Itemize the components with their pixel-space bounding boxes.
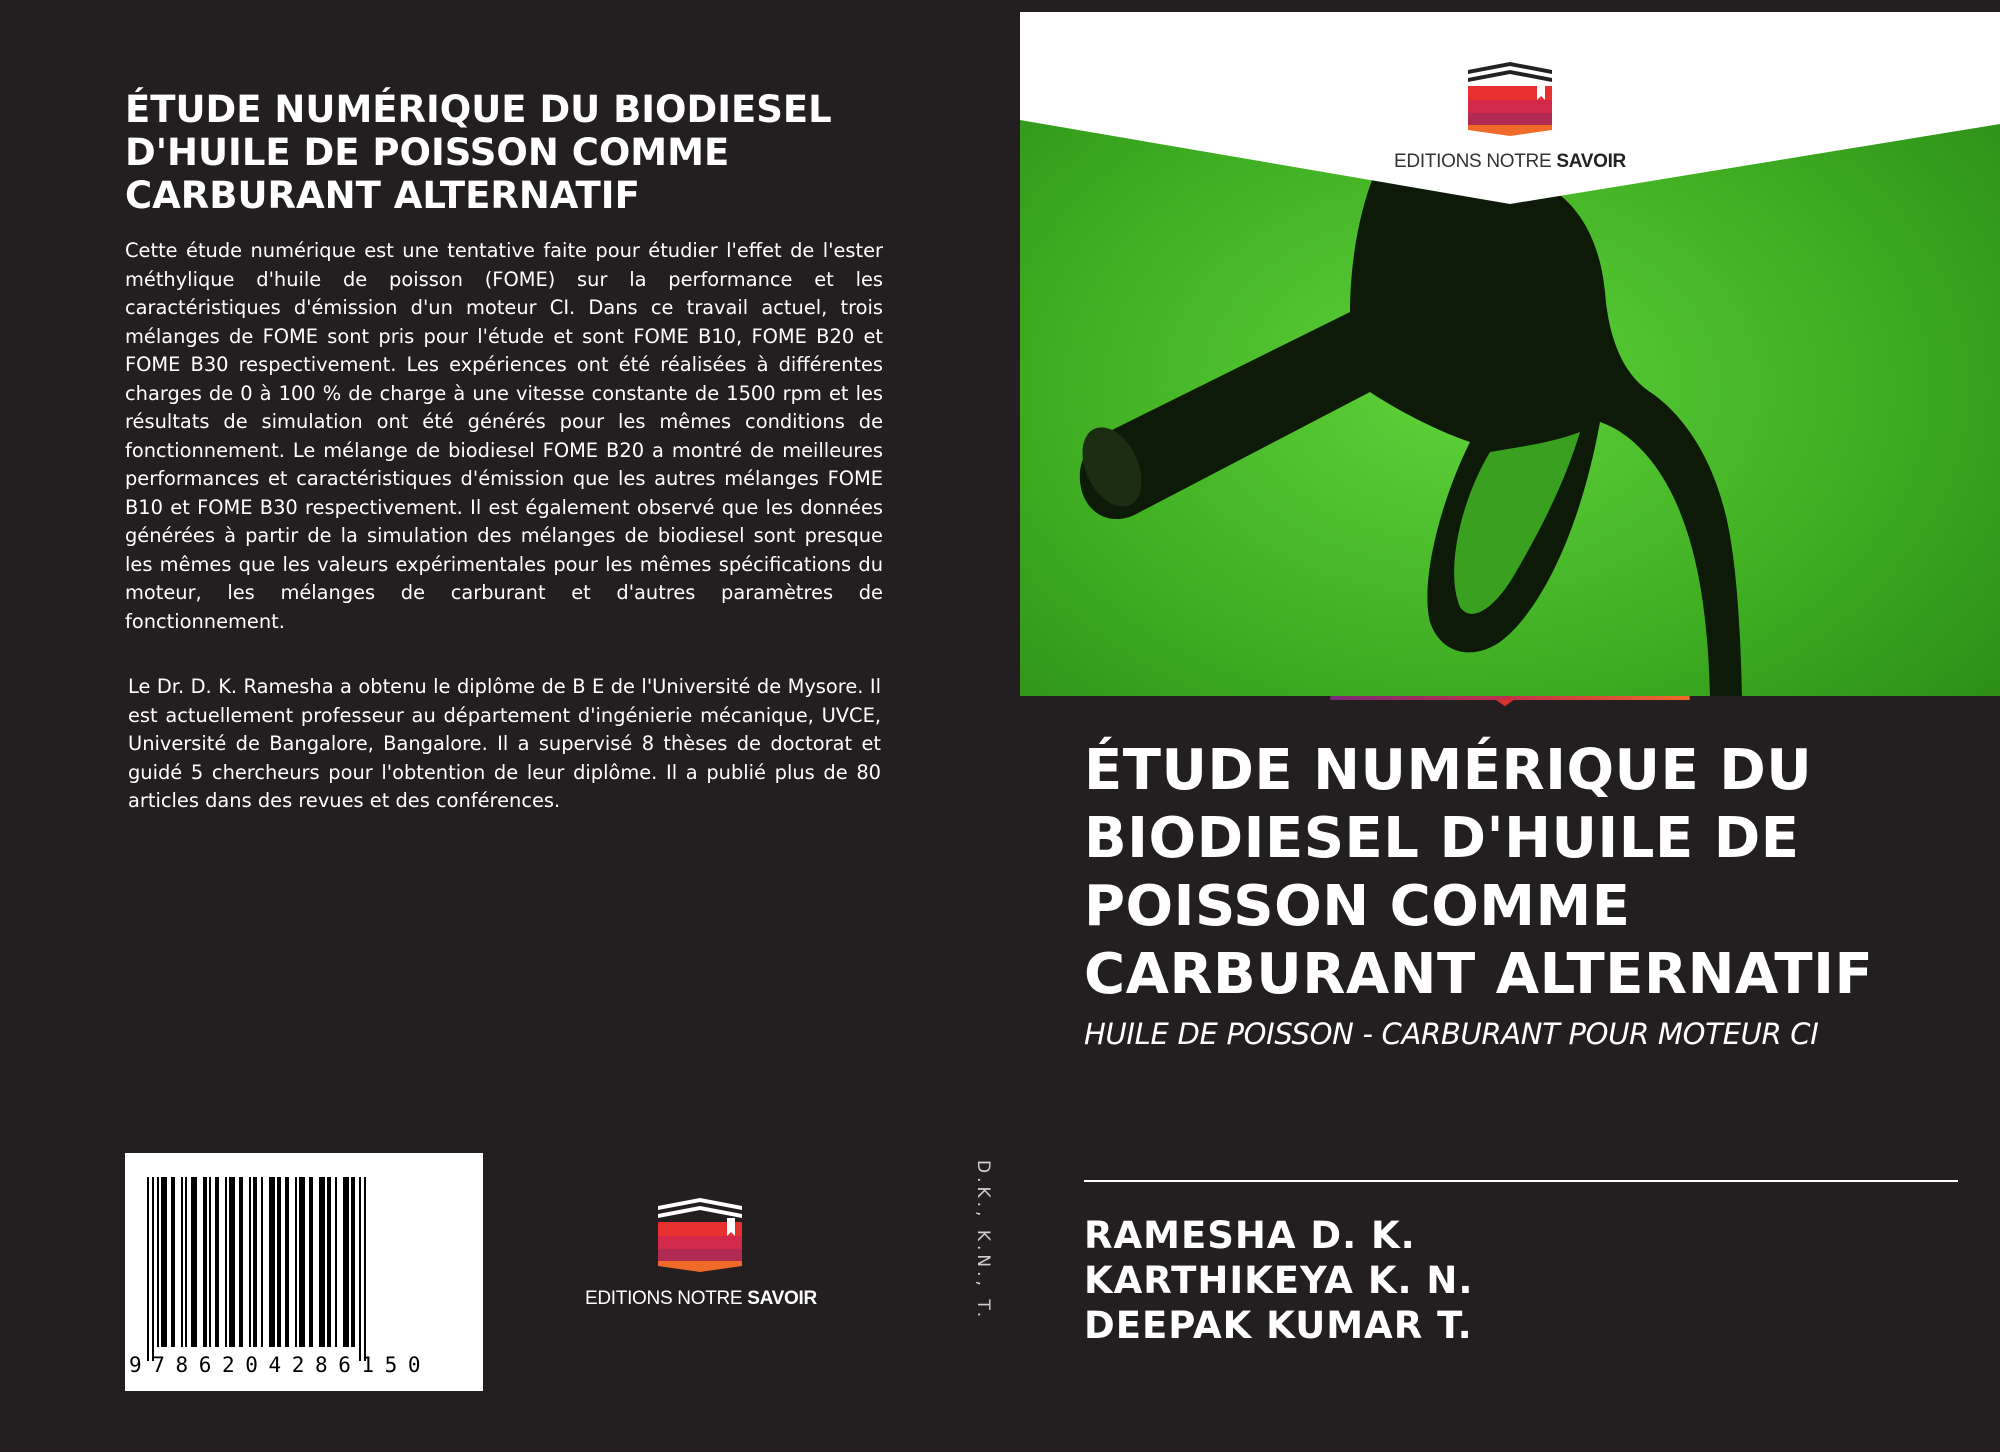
isbn-number: 9786204286150 [129, 1353, 432, 1377]
front-cover-subtitle: HUILE DE POISSON - CARBURANT POUR MOTEUR CI [1084, 1017, 1819, 1051]
spine [963, 1160, 1023, 1320]
accent-bar-notch-icon [1496, 700, 1514, 706]
accent-bar [1020, 696, 2000, 707]
publisher-name-front: EDITIONS NOTRE SAVOIR [1394, 151, 1626, 172]
publisher-logo-back [585, 1196, 815, 1316]
author-name: DEEPAK KUMAR T. [1084, 1304, 1473, 1347]
isbn-barcode [125, 1153, 483, 1391]
author-name: RAMESHA D. K. [1084, 1214, 1416, 1257]
book-stack-logo-icon [585, 1196, 815, 1286]
back-cover-abstract: Cette étude numérique est une tentative faite pour étudier l'effet de l'ester méthylique d'huile de poisson (FOME) sur la performance et les caractéristiques d'émission d'un moteur CI. Dans ce travail actuel, trois mélanges de FOME sont pris pour l'étude et sont FOME B10, FOME B20 et FOME B30 respectivement. Les expériences ont été réalisées à différentes charges de 0 à 100 % de charge à une vitesse constante de 1500 rpm et les résultats de simulation ont été générés pour les mêmes conditions de fonctionnement. Le mélange de biodiesel FOME B20 a montré de meilleures performances et caractéristiques d'émission que les autres mélanges FOME B10 et FOME B30 respectivement. Il est également observé que les données générées à partir de la simulation des mélanges de biodiesel sont presque les mêmes que les valeurs expérimentales pour les mêmes spécifications du moteur, les mélanges de carburant et d'autres paramètres de fonctionnement. [125, 239, 883, 633]
spine-authors: D.K., K.N., T. [973, 1160, 993, 1322]
publisher-name-back: EDITIONS NOTRE SAVOIR [585, 1288, 817, 1309]
authors-list [1084, 1213, 1964, 1348]
back-cover-title: ÉTUDE NUMÉRIQUE DU BIODIESEL D'HUILE DE POISSON COMME CARBURANT ALTERNATIF [125, 88, 832, 217]
front-cover-title: ÉTUDE NUMÉRIQUE DU BIODIESEL D'HUILE DE POISSON COMME CARBURANT ALTERNATIF [1084, 738, 1874, 1007]
cover-photo [1020, 12, 2000, 696]
author-name: KARTHIKEYA K. N. [1084, 1259, 1474, 1302]
front-cover [1020, 0, 2000, 1453]
fuel-nozzle-image [1020, 12, 2000, 696]
divider [1084, 1180, 1958, 1182]
author-bio: Le Dr. D. K. Ramesha a obtenu le diplôme de B E de l'Université de Mysore. Il est actuellement professeur au département d'ingénierie mécanique, UVCE, Université de Bangalore, Bangalore. Il a supervisé 8 thèses de doctorat et guidé 5 chercheurs pour l'obtention de leur diplôme. Il a publié plus de 80 articles dans des revues et des conférences. [128, 675, 881, 812]
